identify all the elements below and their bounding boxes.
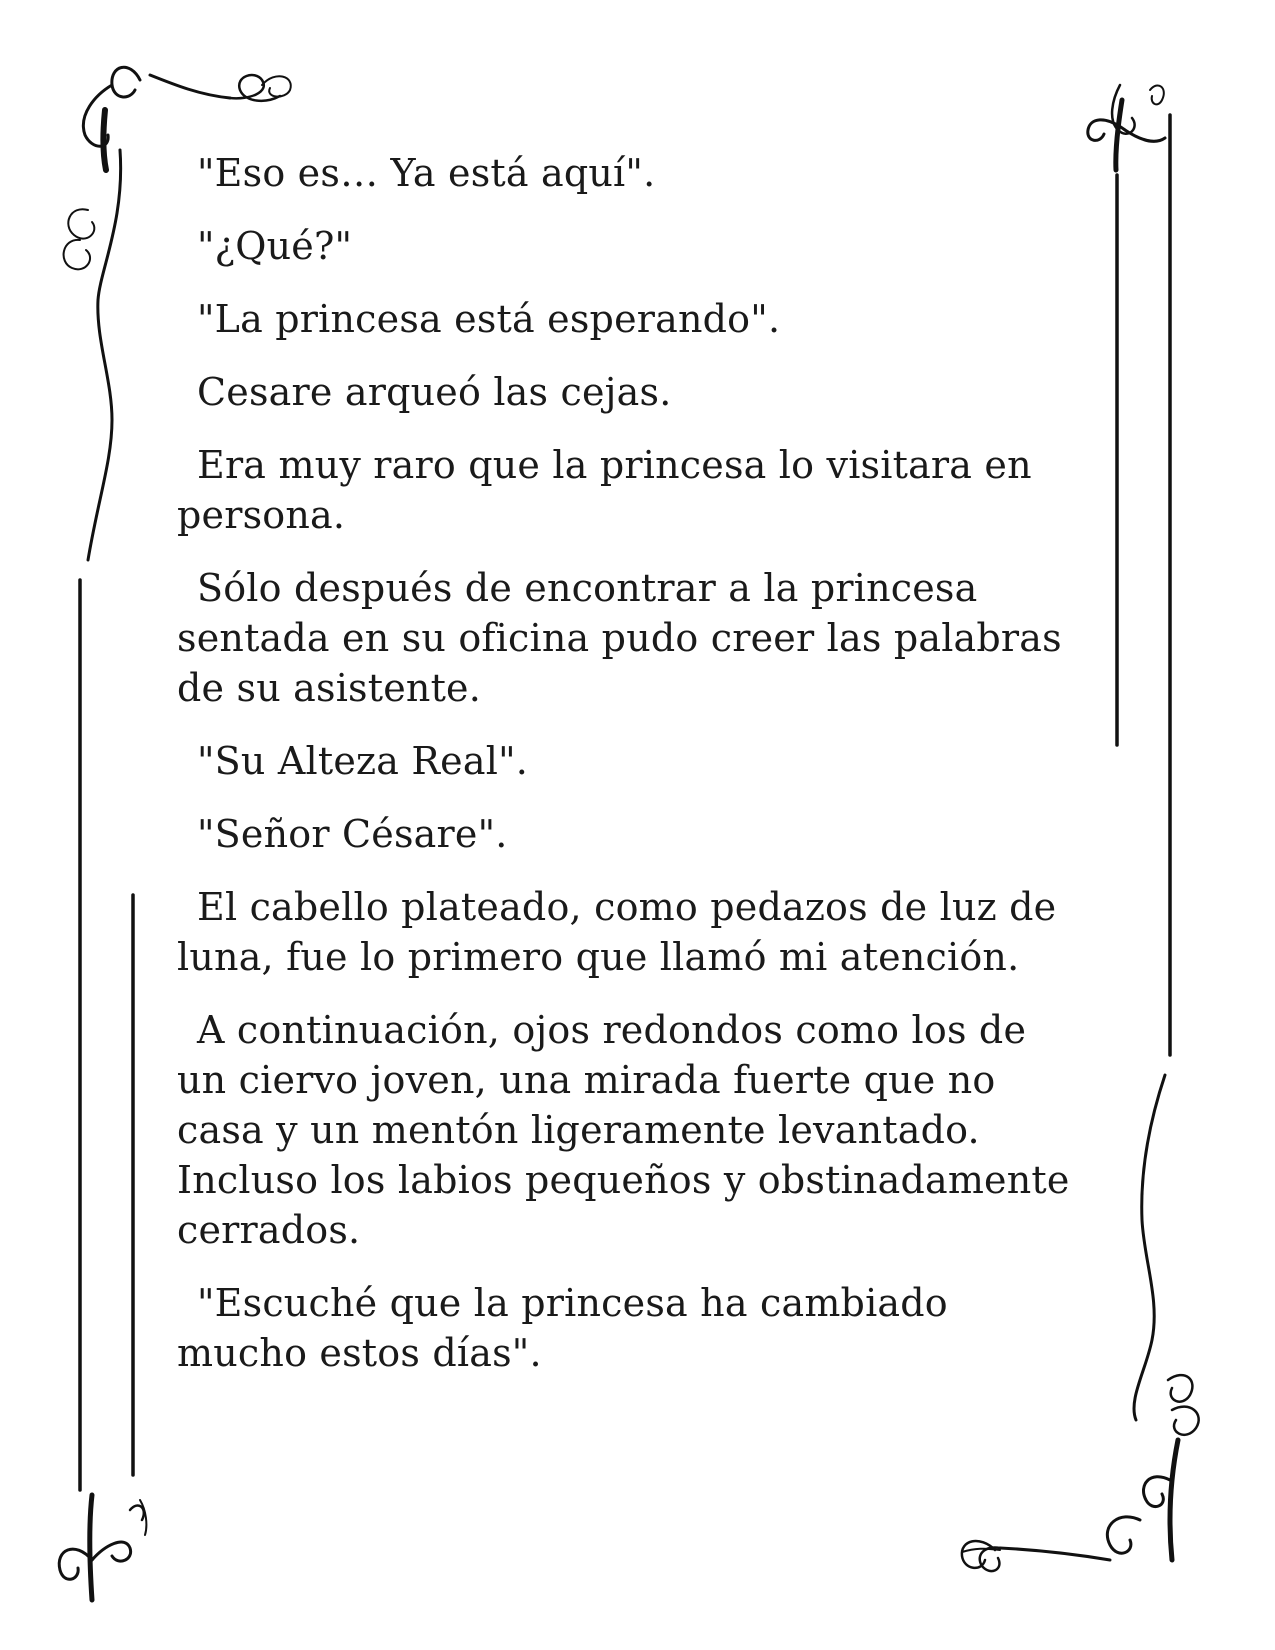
paragraph: "Su Alteza Real". (197, 739, 529, 783)
paragraph: "Señor Césare". (197, 812, 508, 856)
paragraph: "Escuché que la princesa ha cambiado mucho estos días". (177, 1281, 948, 1375)
paragraph: Sólo después de encontrar a la princesa sentada en su oficina pudo creer las palabras de su asistente. (177, 566, 1062, 710)
paragraph: El cabello plateado, como pedazos de luz de luna, fue lo primero que llamó mi atención. (177, 885, 1057, 979)
paragraph: "¿Qué?" (197, 224, 353, 268)
paragraph: Cesare arqueó las cejas. (197, 370, 672, 414)
paragraph: Era muy raro que la princesa lo visitara en persona. (177, 443, 1032, 537)
top-right-flourish (1088, 85, 1165, 170)
paragraph: A continuación, ojos redondos como los de un ciervo joven, una mirada fuerte que no casa y un mentón ligeramente levantado. Incluso los labios pequeños y obstinadamente cerrados. (177, 1008, 1070, 1252)
paragraph: "La princesa está esperando". (197, 297, 781, 341)
paragraph: "Eso es… Ya está aquí". (197, 151, 656, 195)
bottom-left-flourish (59, 1495, 146, 1600)
story-text (177, 148, 1077, 1401)
